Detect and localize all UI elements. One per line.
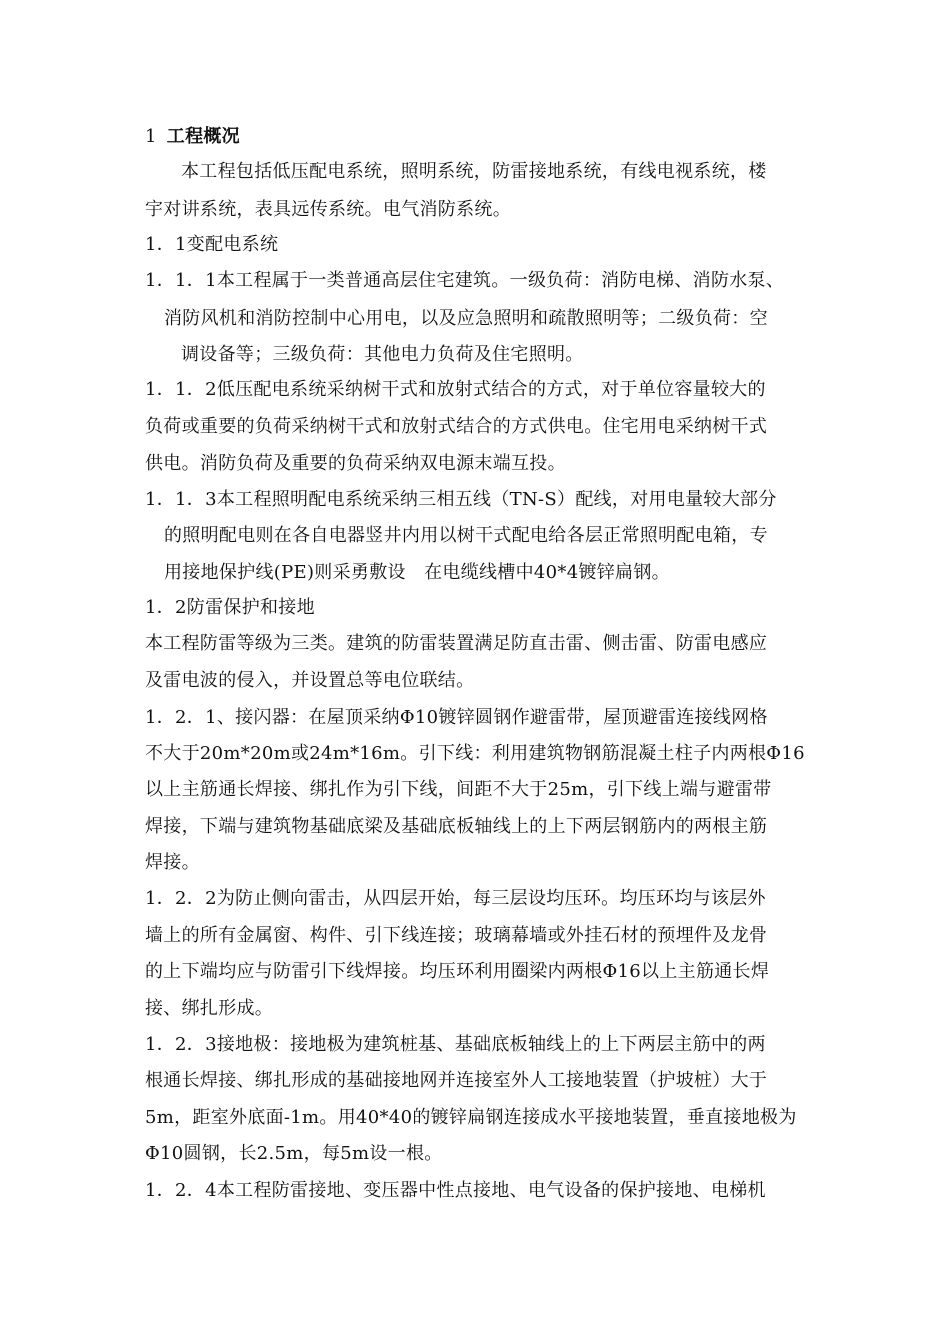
paragraph-line: 的上下端均应与防雷引下线焊接。均压环利用圈梁内两根Φ16以上主筋通长焊 bbox=[145, 961, 770, 982]
paragraph-line: 墙上的所有金属窗、构件、引下线连接；玻璃幕墙或外挂石材的预埋件及龙骨 bbox=[145, 925, 768, 946]
subsection-heading: 1．1变配电系统 bbox=[145, 234, 279, 255]
paragraph-line: 的照明配电则在各自电器竖井内用以树干式配电给各层正常照明配电箱，专 bbox=[164, 525, 768, 546]
paragraph-line: 以上主筋通长焊接、绑扎作为引下线，间距不大于25m，引下线上端与避雷带 bbox=[145, 779, 772, 800]
paragraph-line: 1．1．3本工程照明配电系统采纳三相五线（TN-S）配线，对用电量较大部分 bbox=[145, 489, 777, 510]
section-title: 工程概况 bbox=[166, 126, 240, 147]
subsection-heading: 1．2防雷保护和接地 bbox=[145, 597, 315, 618]
paragraph-line: 1．2．4本工程防雷接地、变压器中性点接地、电气设备的保护接地、电梯机 bbox=[145, 1180, 766, 1201]
paragraph-line: 1．2．3接地极：接地极为建筑桩基、基础底板轴线上的上下两层主筋中的两 bbox=[145, 1034, 766, 1055]
paragraph-line: 不大于20m*20m或24m*16m。引下线：利用建筑物钢筋混凝土柱子内两根Φ16 bbox=[145, 743, 805, 764]
paragraph-line: 供电。消防负荷及重要的负荷采纳双电源末端互投。 bbox=[145, 453, 566, 474]
paragraph-line: 1．2．1、接闪器：在屋顶采纳Φ10镀锌圆钢作避雷带，屋顶避雷连接线网格 bbox=[145, 707, 768, 728]
paragraph-line: 焊接。 bbox=[145, 852, 200, 873]
paragraph-line: 焊接，下端与建筑物基础底梁及基础底板轴线上的上下两层钢筋内的两根主筋 bbox=[145, 816, 768, 837]
paragraph-line: 调设备等；三级负荷：其他电力负荷及住宅照明。 bbox=[181, 344, 584, 365]
paragraph-line: 消防风机和消防控制中心用电，以及应急照明和疏散照明等；二级负荷：空 bbox=[164, 308, 768, 329]
paragraph-line: 接、绑扎形成。 bbox=[145, 998, 274, 1019]
paragraph-line: 1．1．2低压配电系统采纳树干式和放射式结合的方式，对于单位容量较大的 bbox=[145, 379, 766, 400]
paragraph-line: 宇对讲系统，表具远传系统。电气消防系统。 bbox=[145, 199, 511, 220]
paragraph-line: 1．1．1本工程属于一类普通高层住宅建筑。一级负荷：消防电梯、消防水泵、 bbox=[145, 270, 785, 291]
section-number: 1 bbox=[145, 126, 157, 147]
paragraph-line: 及雷电波的侵入，并设置总等电位联结。 bbox=[145, 670, 475, 691]
paragraph-line: 用接地保护线(PE)则采勇敷设 在电缆线槽中40*4镀锌扁钢。 bbox=[164, 562, 670, 583]
paragraph-line: 1．2．2为防止侧向雷击，从四层开始，每三层设均压环。均压环均与该层外 bbox=[145, 888, 766, 909]
paragraph-line: 本工程包括低压配电系统，照明系统，防雷接地系统，有线电视系统，楼 bbox=[181, 161, 767, 182]
paragraph-line: 本工程防雷等级为三类。建筑的防雷装置满足防直击雷、侧击雷、防雷电感应 bbox=[145, 633, 768, 654]
paragraph-line: 根通长焊接、绑扎形成的基础接地网并连接室外人工接地装置（护坡桩）大于 bbox=[145, 1070, 768, 1091]
paragraph-line: 5m，距室外底面-1m。用40*40的镀锌扁钢连接成水平接地装置，垂直接地极为 bbox=[145, 1107, 797, 1128]
paragraph-line: Φ10圆钢，长2.5m，每5m设一根。 bbox=[145, 1143, 443, 1164]
paragraph-line: 负荷或重要的负荷采纳树干式和放射式结合的方式供电。住宅用电采纳树干式 bbox=[145, 416, 768, 437]
section-heading bbox=[145, 126, 240, 148]
